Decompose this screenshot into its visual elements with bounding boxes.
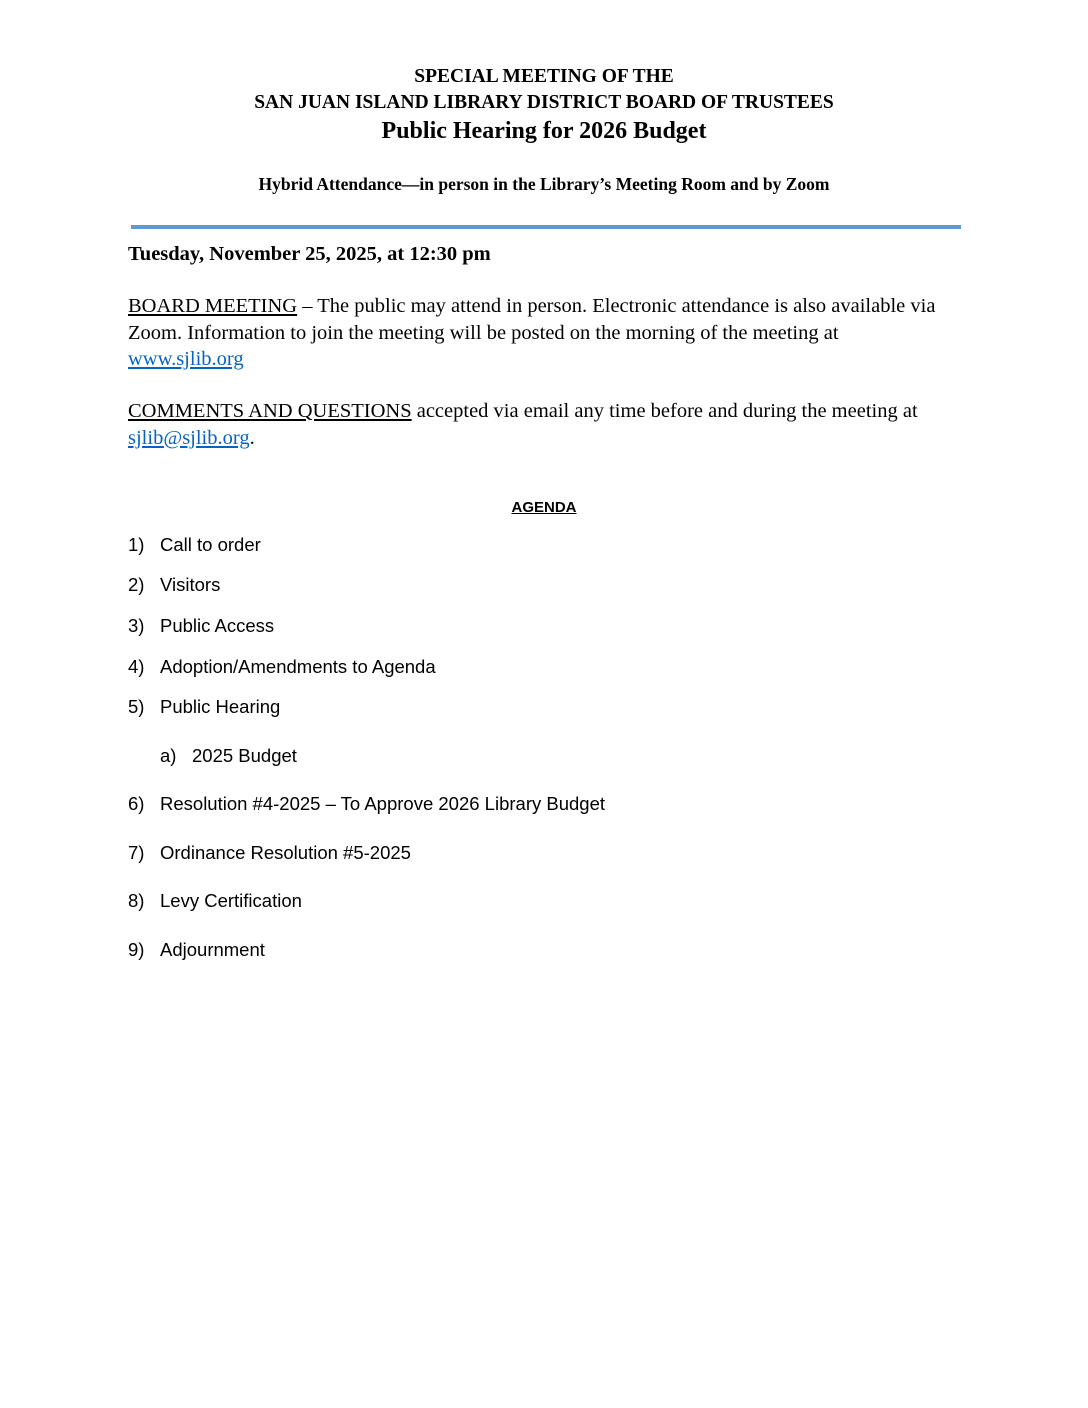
agenda-item-text: Resolution #4-2025 – To Approve 2026 Library Budget — [160, 793, 606, 814]
agenda-item-text: Levy Certification — [160, 890, 302, 911]
agenda-item — [128, 573, 828, 597]
agenda-item-number: 6) — [128, 793, 145, 814]
board-meeting-text: – The public may attend in person. Electronic attendance is also available via Zoom. Information to join the meeting will be posted on the morning of the meeting at — [128, 295, 936, 344]
agenda-item-number: 3) — [128, 615, 145, 636]
header-line-2: SAN JUAN ISLAND LIBRARY DISTRICT BOARD OF TRUSTEES — [254, 92, 834, 113]
agenda-subitem — [160, 744, 760, 768]
agenda-item-text: Adjournment — [160, 939, 265, 960]
agenda-subitem-letter: a) — [160, 745, 177, 766]
agenda-item-number: 5) — [128, 696, 145, 717]
meeting-date: Tuesday, November 25, 2025, at 12:30 pm — [128, 243, 491, 265]
page-title: Public Hearing for 2026 Budget — [381, 118, 707, 144]
agenda-item-number: 9) — [128, 939, 145, 960]
board-meeting-label: BOARD MEETING — [128, 295, 298, 317]
comments-label: COMMENTS AND QUESTIONS — [128, 400, 412, 422]
comments-period: . — [249, 426, 255, 449]
agenda-item-number: 7) — [128, 842, 145, 863]
comments-paragraph — [128, 398, 958, 451]
header-divider — [131, 225, 961, 229]
agenda-item-text: Visitors — [160, 574, 221, 595]
agenda-heading: AGENDA — [511, 499, 577, 516]
comments-text: accepted via email any time before and during the meeting at — [411, 400, 918, 422]
agenda-item-text: Call to order — [160, 534, 261, 555]
board-meeting-paragraph — [128, 293, 958, 373]
agenda-item-number: 8) — [128, 890, 145, 911]
agenda-subitem-text: 2025 Budget — [192, 745, 297, 766]
agenda-item — [128, 938, 828, 962]
agenda-item — [128, 889, 828, 913]
agenda-item — [128, 841, 828, 865]
agenda-item-text: Public Hearing — [160, 696, 281, 717]
agenda-item-text: Public Access — [160, 615, 275, 636]
attendance-note: Hybrid Attendance—in person in the Library’s Meeting Room and by Zoom — [258, 174, 830, 194]
agenda-item — [128, 695, 828, 719]
header-line-1: SPECIAL MEETING OF THE — [414, 66, 674, 87]
agenda-item-text: Ordinance Resolution #5-2025 — [160, 842, 411, 863]
agenda-item-text: Adoption/Amendments to Agenda — [160, 656, 436, 677]
agenda-item — [128, 533, 828, 557]
email-link[interactable]: sjlib@sjlib.org — [128, 426, 250, 449]
agenda-item-number: 1) — [128, 534, 145, 555]
agenda-item — [128, 655, 828, 679]
agenda-item — [128, 614, 828, 638]
agenda-item — [128, 792, 828, 816]
agenda-item-number: 2) — [128, 574, 145, 595]
website-link[interactable]: www.sjlib.org — [128, 348, 244, 370]
agenda-item-number: 4) — [128, 656, 145, 677]
